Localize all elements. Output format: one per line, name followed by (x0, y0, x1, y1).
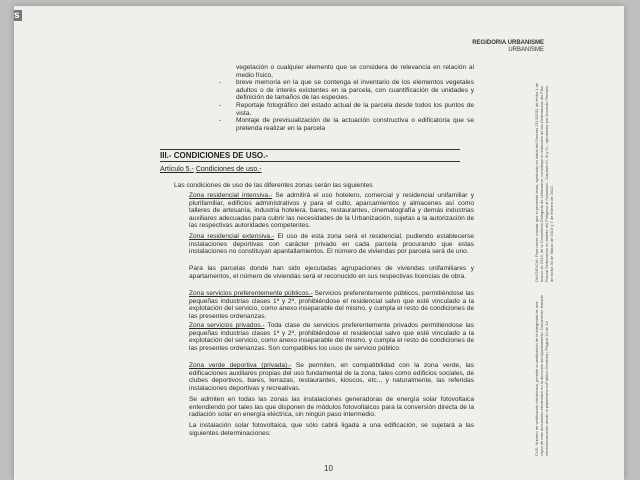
header-subtitle: URBANISME (508, 47, 544, 53)
zone-label: Zona residencial extensiva.- (189, 233, 275, 240)
page-number: 10 (324, 464, 333, 473)
section-heading: III.- CONDICIONES DE USO.- (160, 149, 460, 162)
intro-item-1: vegetación o cualquier elemento que se considera de relevancia en relación al medio físico, (236, 64, 474, 79)
paragraph-zona-servicios-publicos (189, 290, 474, 320)
paragraph-solar: Se admiten en todas las zonas las instalaciones generadoras de energía solar fotovoltaica entendiendo por tales las que disponen de módulos fotovoltaicos para la conversión directa de la radiación solar en energía eléctrica, sin ningún paso intermedio. (189, 396, 474, 419)
paragraph-agrupaciones: Para las parcelas donde han sido ejecutadas agrupaciones de viviendas unifamiliares y apartamentos, el número de viviendas será el reconocido en sus respectivas licencias de obra. (189, 265, 474, 280)
zone-text: Se admitirá el uso hotelero, comercial y residencial unifamiliar y plurifamiliar, edificios administrativos y para el culto, aparcamientos y almacenes así como talleres de artesanía, industria hotelera, bares, restaurantes, cinematografía y demás industrias auxiliares adecuadas para cubrir las necesidades de la Urbanización, sujetas a la autorización de las respectivas autoridades competentes. (189, 192, 475, 230)
article-heading (160, 166, 262, 173)
document-page (14, 6, 624, 480)
intro-item-3: Reportaje fotográfico del estado actual de la parcela desde todos los puntos de vista. (236, 102, 474, 117)
side-stamp-diligencia (534, 82, 614, 282)
zone-label: Zona servicios privados.- (189, 322, 265, 329)
intro-paragraph: Las condiciones de uso de las diferentes zonas serán las siguientes (174, 182, 373, 189)
side-note-text: DILIGENCIA: Para hacer constar que el presente texto, aprobado en virtud del Decreto 2112/2011 de fecha 1 de marzo de 2013, de la Conselleria Delegada de Urbanisme, constituye la redacción de las Ordenanzas del Plan Parcial Ordenación en ámbito del Polígono al Notariado - Capítulo III, III y IV - aprobadas por Acuerdo Plenario de fecha 30 de Marzo de 2013 y 7 de febrero de 2013. (534, 82, 554, 282)
intro-item-2: breve memoria en la que se contenga el inventario de los elementos vegetales adultos o de interés existentes en la parcela, con cuantificación de unidades y definición de tamaños de las especies. (236, 79, 474, 102)
paragraph-solar-determinaciones: La instalación solar fotovoltaica, que sólo cabrá ligada a una edificación, se sujetará a las siguientes determinaciones: (189, 422, 474, 437)
paragraph-zona-residencial-intensiva (189, 192, 474, 230)
side-stamp-cve (534, 292, 614, 456)
article-label: Artículo 5.- (160, 166, 194, 173)
bullet-dash: - (219, 79, 222, 86)
zone-text: El uso de esta zona será el residencial, pudiendo establecerse instalaciones deportivas con carácter privado en cada parcela procurando que estas instalaciones no constituyan apantallamientos. El número de viviendas por parcela será de uno. (189, 233, 474, 256)
zone-label: Zona verde deportiva (privada).- (189, 362, 292, 369)
paragraph-zona-residencial-extensiva (189, 233, 474, 256)
paragraph-zona-verde-deportiva (189, 362, 474, 392)
zone-text: Se permiten, en compatibilidad con la zona verde, las edificaciones auxiliares propias del uso fundamental de la zona, tales como edificios sociales, de clubes deportivos, bares, terrazas, restaurantes, kioscos, etc.., y naturalmente, las referidas instalaciones deportivas y recreativas. (189, 362, 474, 392)
zone-text: Toda clase de servicios preferentemente privados permitiéndose las pequeñas industrias clases 1ª y 2ª, prohibiéndose el residencial salvo que esté vinculado a la explotación del servicio, como anexo inseparable del mismo, y cumpla el resto de condiciones de las presentes ordenanzas. Son compatibles los usos de servicio público. (189, 322, 475, 352)
zone-label: Zona servicios preferentemente públicos.- (189, 290, 313, 297)
bullet-dash: - (219, 117, 222, 124)
header-title: REGIDORIA URBANISME (472, 40, 544, 46)
page-header (472, 40, 544, 54)
bullet-dash: - (219, 102, 222, 109)
zone-text: Servicios preferentemente públicos, permitiéndose las pequeñas industrias clases 1ª y 2ª, prohibiéndose el residencial salvo que esté vinculado a la explotación del servicio, como anexo inseparable del mismo, y cumpla el resto de condiciones de las presentes ordenanzas. (189, 290, 474, 320)
intro-item-4: Montaje de previsualización de la actuación constructiva o edificatoria que se pretenda realizar en la parcela (236, 117, 474, 132)
side-note-text: CVE: Número de verificación electrónica, permite la verificación de la integridad de una copia de este documento electrónico en la dirección del Ayuntamiento. Documento firmado electrónicamente desde la plataforma esPublico Gestiona | Página 10 de 12 (534, 295, 549, 456)
corner-mark: s (14, 10, 20, 21)
zone-label: Zona residencial intensiva.- (189, 192, 273, 199)
article-title: Condiciones de uso.- (195, 166, 262, 173)
paragraph-zona-servicios-privados (189, 322, 474, 352)
